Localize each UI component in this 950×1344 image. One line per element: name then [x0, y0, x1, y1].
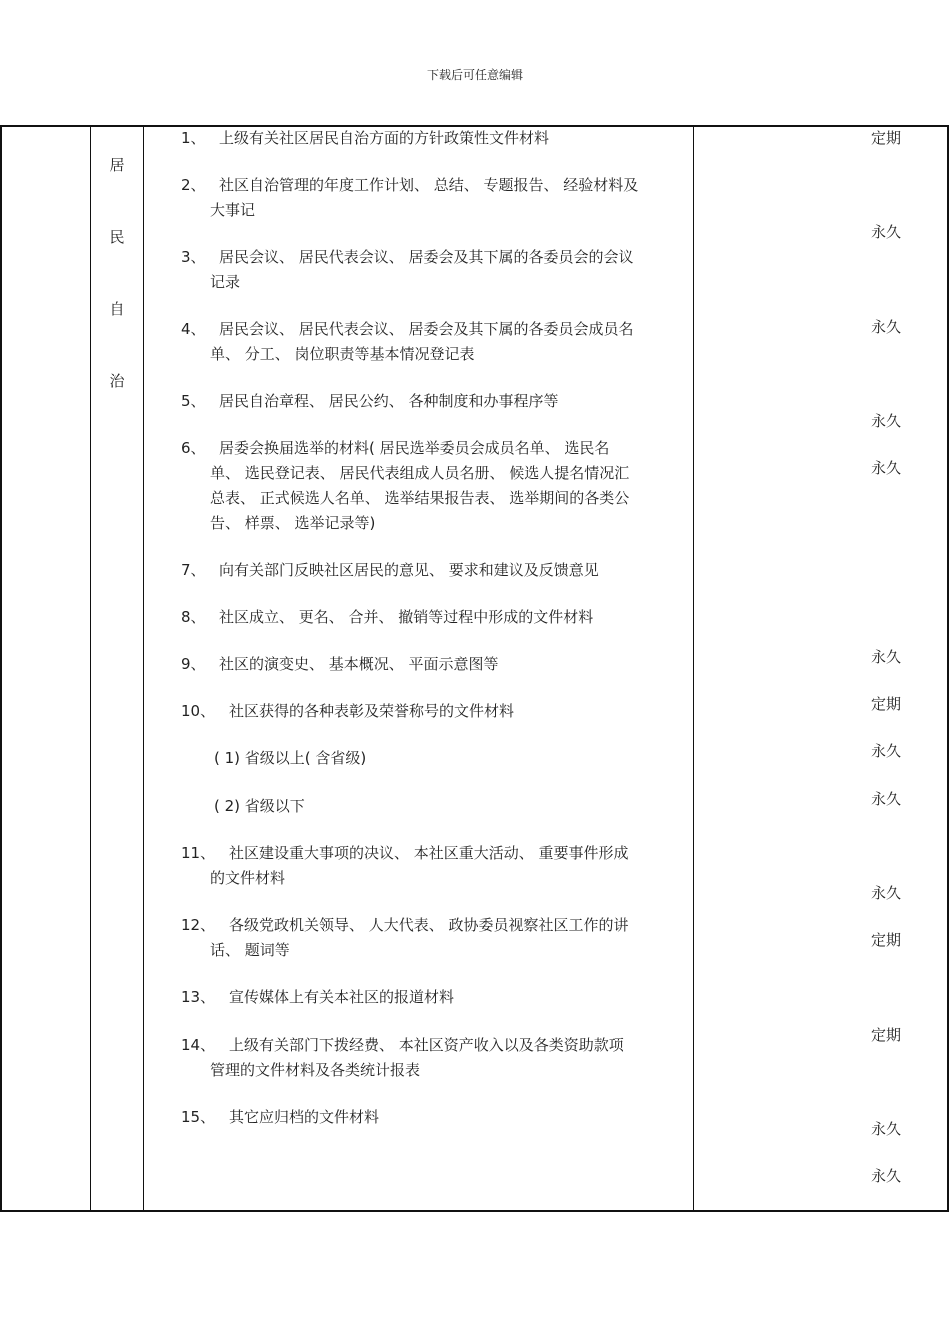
retention-period: 永久 [870, 412, 901, 430]
item-text-continued: 的文件材料 [210, 869, 286, 887]
list-item [181, 173, 687, 223]
item-text: 各级党政机关领导、 人大代表、 政协委员视察社区工作的讲 [229, 916, 629, 934]
retention-period: 定期 [870, 931, 901, 949]
column-divider-2 [143, 125, 144, 1212]
item-text: 社区成立、 更名、 合并、 撤销等过程中形成的文件材料 [219, 608, 594, 626]
item-number: 11、 [181, 844, 216, 862]
retention-period: 永久 [870, 790, 901, 808]
item-number: 4、 [181, 320, 206, 338]
retention-period: 永久 [870, 648, 901, 666]
item-text-continued: 管理的文件材料及各类统计报表 [210, 1061, 421, 1079]
retention-period: 永久 [870, 223, 901, 241]
list-item [181, 245, 687, 295]
item-number: 1、 [181, 129, 206, 147]
item-number: 3、 [181, 248, 206, 266]
item-text: 上级有关社区居民自治方面的方针政策性文件材料 [219, 129, 550, 147]
list-item [181, 389, 687, 414]
list-item [181, 126, 687, 151]
item-text: 宣传媒体上有关本社区的报道材料 [229, 988, 455, 1006]
item-text-continued: 话、 题词等 [210, 941, 290, 959]
retention-period: 永久 [870, 318, 901, 336]
item-number: 14、 [181, 1036, 216, 1054]
list-item [181, 652, 687, 677]
item-text-continued: 记录 [210, 273, 241, 291]
column-divider-1 [90, 125, 91, 1212]
item-text-continued: 单、 分工、 岗位职责等基本情况登记表 [210, 345, 475, 363]
list-item [181, 699, 687, 724]
column-divider-3 [693, 125, 694, 1212]
item-text: 上级有关部门下拨经费、 本社区资产收入以及各类资助款项 [229, 1036, 624, 1054]
item-text-continued: 告、 样票、 选举记录等) [210, 514, 376, 532]
item-number: 2、 [181, 176, 206, 194]
list-item [181, 841, 687, 891]
item-text: 社区建设重大事项的决议、 本社区重大活动、 重要事件形成 [229, 844, 629, 862]
retention-period: 永久 [870, 1120, 901, 1138]
category-char: 民 [109, 228, 125, 246]
item-text-continued: 大事记 [210, 201, 256, 219]
retention-period: 定期 [870, 695, 901, 713]
item-number: 15、 [181, 1108, 216, 1126]
retention-period: 永久 [870, 884, 901, 902]
list-item [181, 913, 687, 963]
sub-item: ( 1) 省级以上( 含省级) [214, 749, 367, 767]
retention-period: 永久 [870, 742, 901, 760]
item-text-continued: 单、 选民登记表、 居民代表组成人员名册、 候选人提名情况汇 [210, 464, 630, 482]
item-text: 居委会换届选举的材料( 居民选举委员会成员名单、 选民名 [219, 439, 610, 457]
category-char: 居 [109, 156, 125, 174]
retention-period: 永久 [870, 1167, 901, 1185]
item-text: 居民会议、 居民代表会议、 居委会及其下属的各委员会的会议 [219, 248, 634, 266]
retention-period: 定期 [870, 1026, 901, 1044]
item-number: 12、 [181, 916, 216, 934]
item-number: 8、 [181, 608, 206, 626]
item-number: 5、 [181, 392, 206, 410]
item-text: 社区获得的各种表彰及荣誉称号的文件材料 [229, 702, 515, 720]
retention-period: 永久 [870, 459, 901, 477]
list-item [181, 1033, 687, 1083]
category-char: 治 [109, 372, 125, 390]
list-item [181, 1105, 687, 1130]
item-text: 向有关部门反映社区居民的意见、 要求和建议及反馈意见 [219, 561, 599, 579]
retention-period: 定期 [870, 129, 901, 147]
list-item [181, 605, 687, 630]
item-text-continued: 总表、 正式候选人名单、 选举结果报告表、 选举期间的各类公 [210, 489, 630, 507]
item-number: 13、 [181, 988, 216, 1006]
list-item [181, 985, 687, 1010]
category-char: 自 [109, 300, 125, 318]
list-item [181, 558, 687, 583]
list-item [181, 436, 687, 536]
item-number: 7、 [181, 561, 206, 579]
item-number: 9、 [181, 655, 206, 673]
item-text: 居民自治章程、 居民公约、 各种制度和办事程序等 [219, 392, 559, 410]
list-item [181, 317, 687, 367]
item-text: 其它应归档的文件材料 [229, 1108, 380, 1126]
item-number: 10、 [181, 702, 216, 720]
item-text: 居民会议、 居民代表会议、 居委会及其下属的各委员会成员名 [219, 320, 634, 338]
sub-item: ( 2) 省级以下 [214, 797, 305, 815]
header-note: 下载后可任意编辑 [426, 68, 523, 82]
item-text: 社区自治管理的年度工作计划、 总结、 专题报告、 经验材料及 [219, 176, 639, 194]
item-text: 社区的演变史、 基本概况、 平面示意图等 [219, 655, 499, 673]
item-number: 6、 [181, 439, 206, 457]
